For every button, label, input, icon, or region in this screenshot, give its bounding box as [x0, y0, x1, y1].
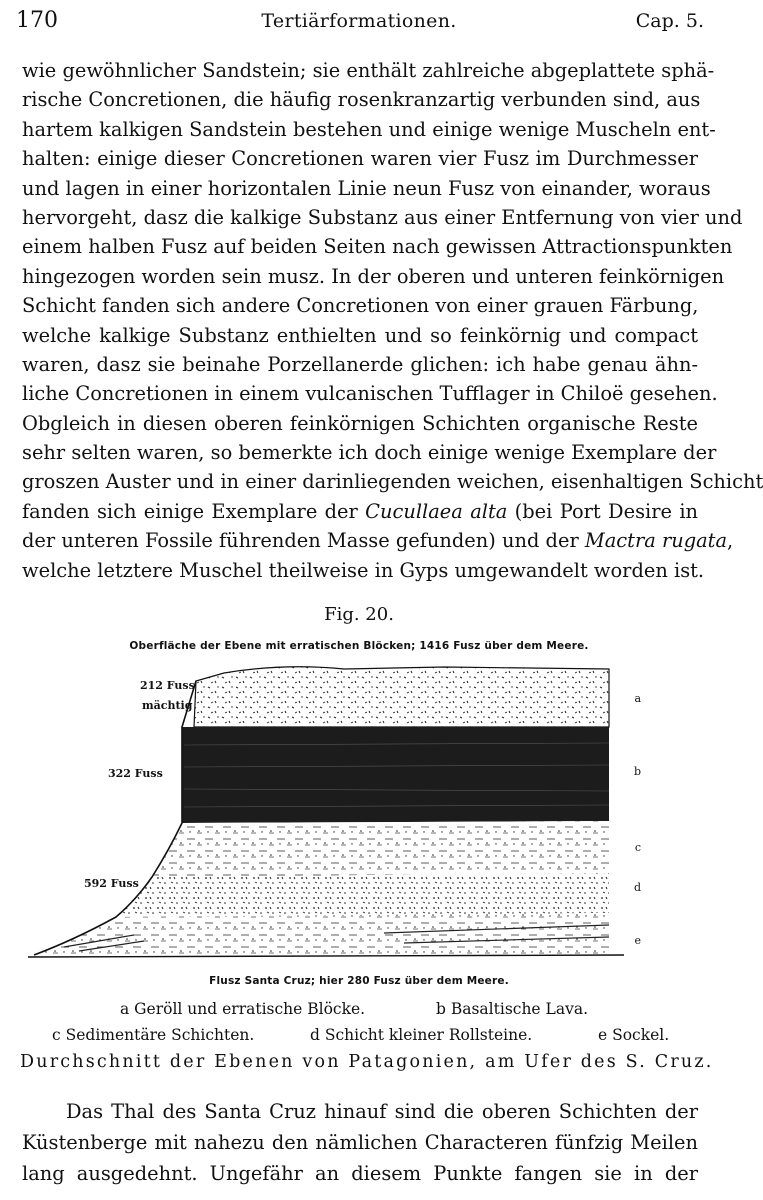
- text-line: einem halben Fusz auf beiden Seiten nach gewissen Attractionspunkten: [22, 235, 733, 259]
- text-line: und lagen in einer horizontalen Linie neun Fusz von einander, woraus: [22, 176, 711, 200]
- text-line: [22, 526, 734, 555]
- text-line: hingezogen worden sein musz. In der oberen und unteren feinkörnigen: [22, 264, 725, 288]
- figure-top-caption: Oberfläche der Ebene mit erratischen Blöcken; 1416 Fusz über dem Meere.: [129, 640, 589, 652]
- legend-item-c: c Sedimentäre Schichten.: [52, 1026, 255, 1044]
- text-line: Schicht fanden sich andere Concretionen von einer grauen Färbung,: [22, 294, 699, 318]
- text-line: welche kalkige Substanz enthielten und so feinkörnig und compact: [22, 323, 698, 347]
- layer-letter-b: b: [633, 765, 641, 778]
- section-caption: Durchschnitt der Ebenen von Patagonien, am Ufer des S. Cruz.: [20, 1052, 714, 1072]
- layer-letter-e: e: [634, 934, 641, 947]
- text-line: groszen Auster und in einer darinliegenden weichen, eisenhaltigen Schicht: [22, 470, 763, 494]
- text-line: wie gewöhnlicher Sandstein; sie enthält zahlreiche abgeplattete sphä-: [22, 59, 715, 82]
- text-segment: ,: [727, 529, 734, 553]
- figure-bottom-caption: Flusz Santa Cruz; hier 280 Fusz über dem Meere.: [209, 975, 509, 987]
- text-segment: der unteren Fossile führenden Masse gefunden) und der: [22, 529, 585, 553]
- layer-letter-a: a: [634, 692, 641, 705]
- text-line: [22, 497, 698, 526]
- running-title: Tertiärformationen.: [261, 10, 457, 32]
- layer-b-basalt: [182, 727, 609, 823]
- species-name: Cucullaea alta: [365, 499, 508, 523]
- layer-letter-d: d: [633, 881, 641, 894]
- text-line: Das Thal des Santa Cruz hinauf sind die oberen Schichten der: [66, 1100, 698, 1123]
- text-line: waren, dasz sie beinahe Porzellanerde glichen: ich habe genau ähn-: [22, 352, 698, 376]
- text-line: liche Concretionen in einem vulcanischen Tufflager in Chiloë gesehen.: [22, 382, 718, 406]
- legend-item-e: e Sockel.: [598, 1026, 670, 1044]
- label-592-fuss: 592 Fuss: [84, 877, 139, 890]
- text-segment: (bei Port Desire in: [507, 499, 699, 523]
- label-maechtig: mächtig: [142, 699, 193, 712]
- label-212-fuss: 212 Fuss: [140, 679, 195, 692]
- text-line: lang ausgedehnt. Ungefähr an diesem Punkte fangen sie in der: [22, 1162, 698, 1185]
- text-line: rische Concretionen, die häufig rosenkranzartig verbunden sind, aus: [22, 88, 701, 112]
- layer-letter-c: c: [634, 841, 641, 854]
- text-line: sehr selten waren, so bemerkte ich doch einige wenige Exemplare der: [22, 441, 717, 465]
- page-header: [0, 0, 718, 40]
- cross-section-figure: [24, 655, 644, 965]
- river-surface-line: [28, 955, 624, 957]
- text-line: hervorgeht, dasz die kalkige Substanz aus einer Entfernung von vier und: [22, 205, 743, 229]
- text-line: welche letztere Muschel theilweise in Gyps umgewandelt worden ist.: [22, 558, 705, 582]
- species-name: Mactra rugata: [584, 529, 728, 553]
- text-line: hartem kalkigen Sandstein bestehen und einige wenige Muscheln ent-: [22, 117, 716, 141]
- legend-item-a: a Geröll und erratische Blöcke.: [120, 1000, 366, 1018]
- layer-c-sediment: [152, 821, 609, 877]
- legend-item-b: b Basaltische Lava.: [436, 1000, 588, 1018]
- chapter-label: Cap. 5.: [635, 10, 704, 32]
- page-number: 170: [16, 8, 58, 33]
- text-line: Küstenberge mit nahezu den nämlichen Characteren fünfzig Meilen: [22, 1131, 698, 1154]
- text-line: Obgleich in diesen oberen feinkörnigen Schichten organische Reste: [22, 411, 698, 435]
- layer-d-pebbles: [116, 873, 609, 917]
- legend-item-d: d Schicht kleiner Rollsteine.: [310, 1026, 533, 1044]
- layer-a-gravel: [194, 667, 609, 727]
- layer-e-socle: [34, 913, 609, 955]
- text-segment: fanden sich einige Exemplare der: [22, 499, 366, 523]
- label-322-fuss: 322 Fuss: [108, 767, 163, 780]
- text-line: halten: einige dieser Concretionen waren vier Fusz im Durchmesser: [22, 147, 698, 171]
- figure-label: Fig. 20.: [324, 604, 394, 625]
- body-paragraph: [22, 56, 763, 585]
- body-paragraph-2: [22, 1096, 698, 1189]
